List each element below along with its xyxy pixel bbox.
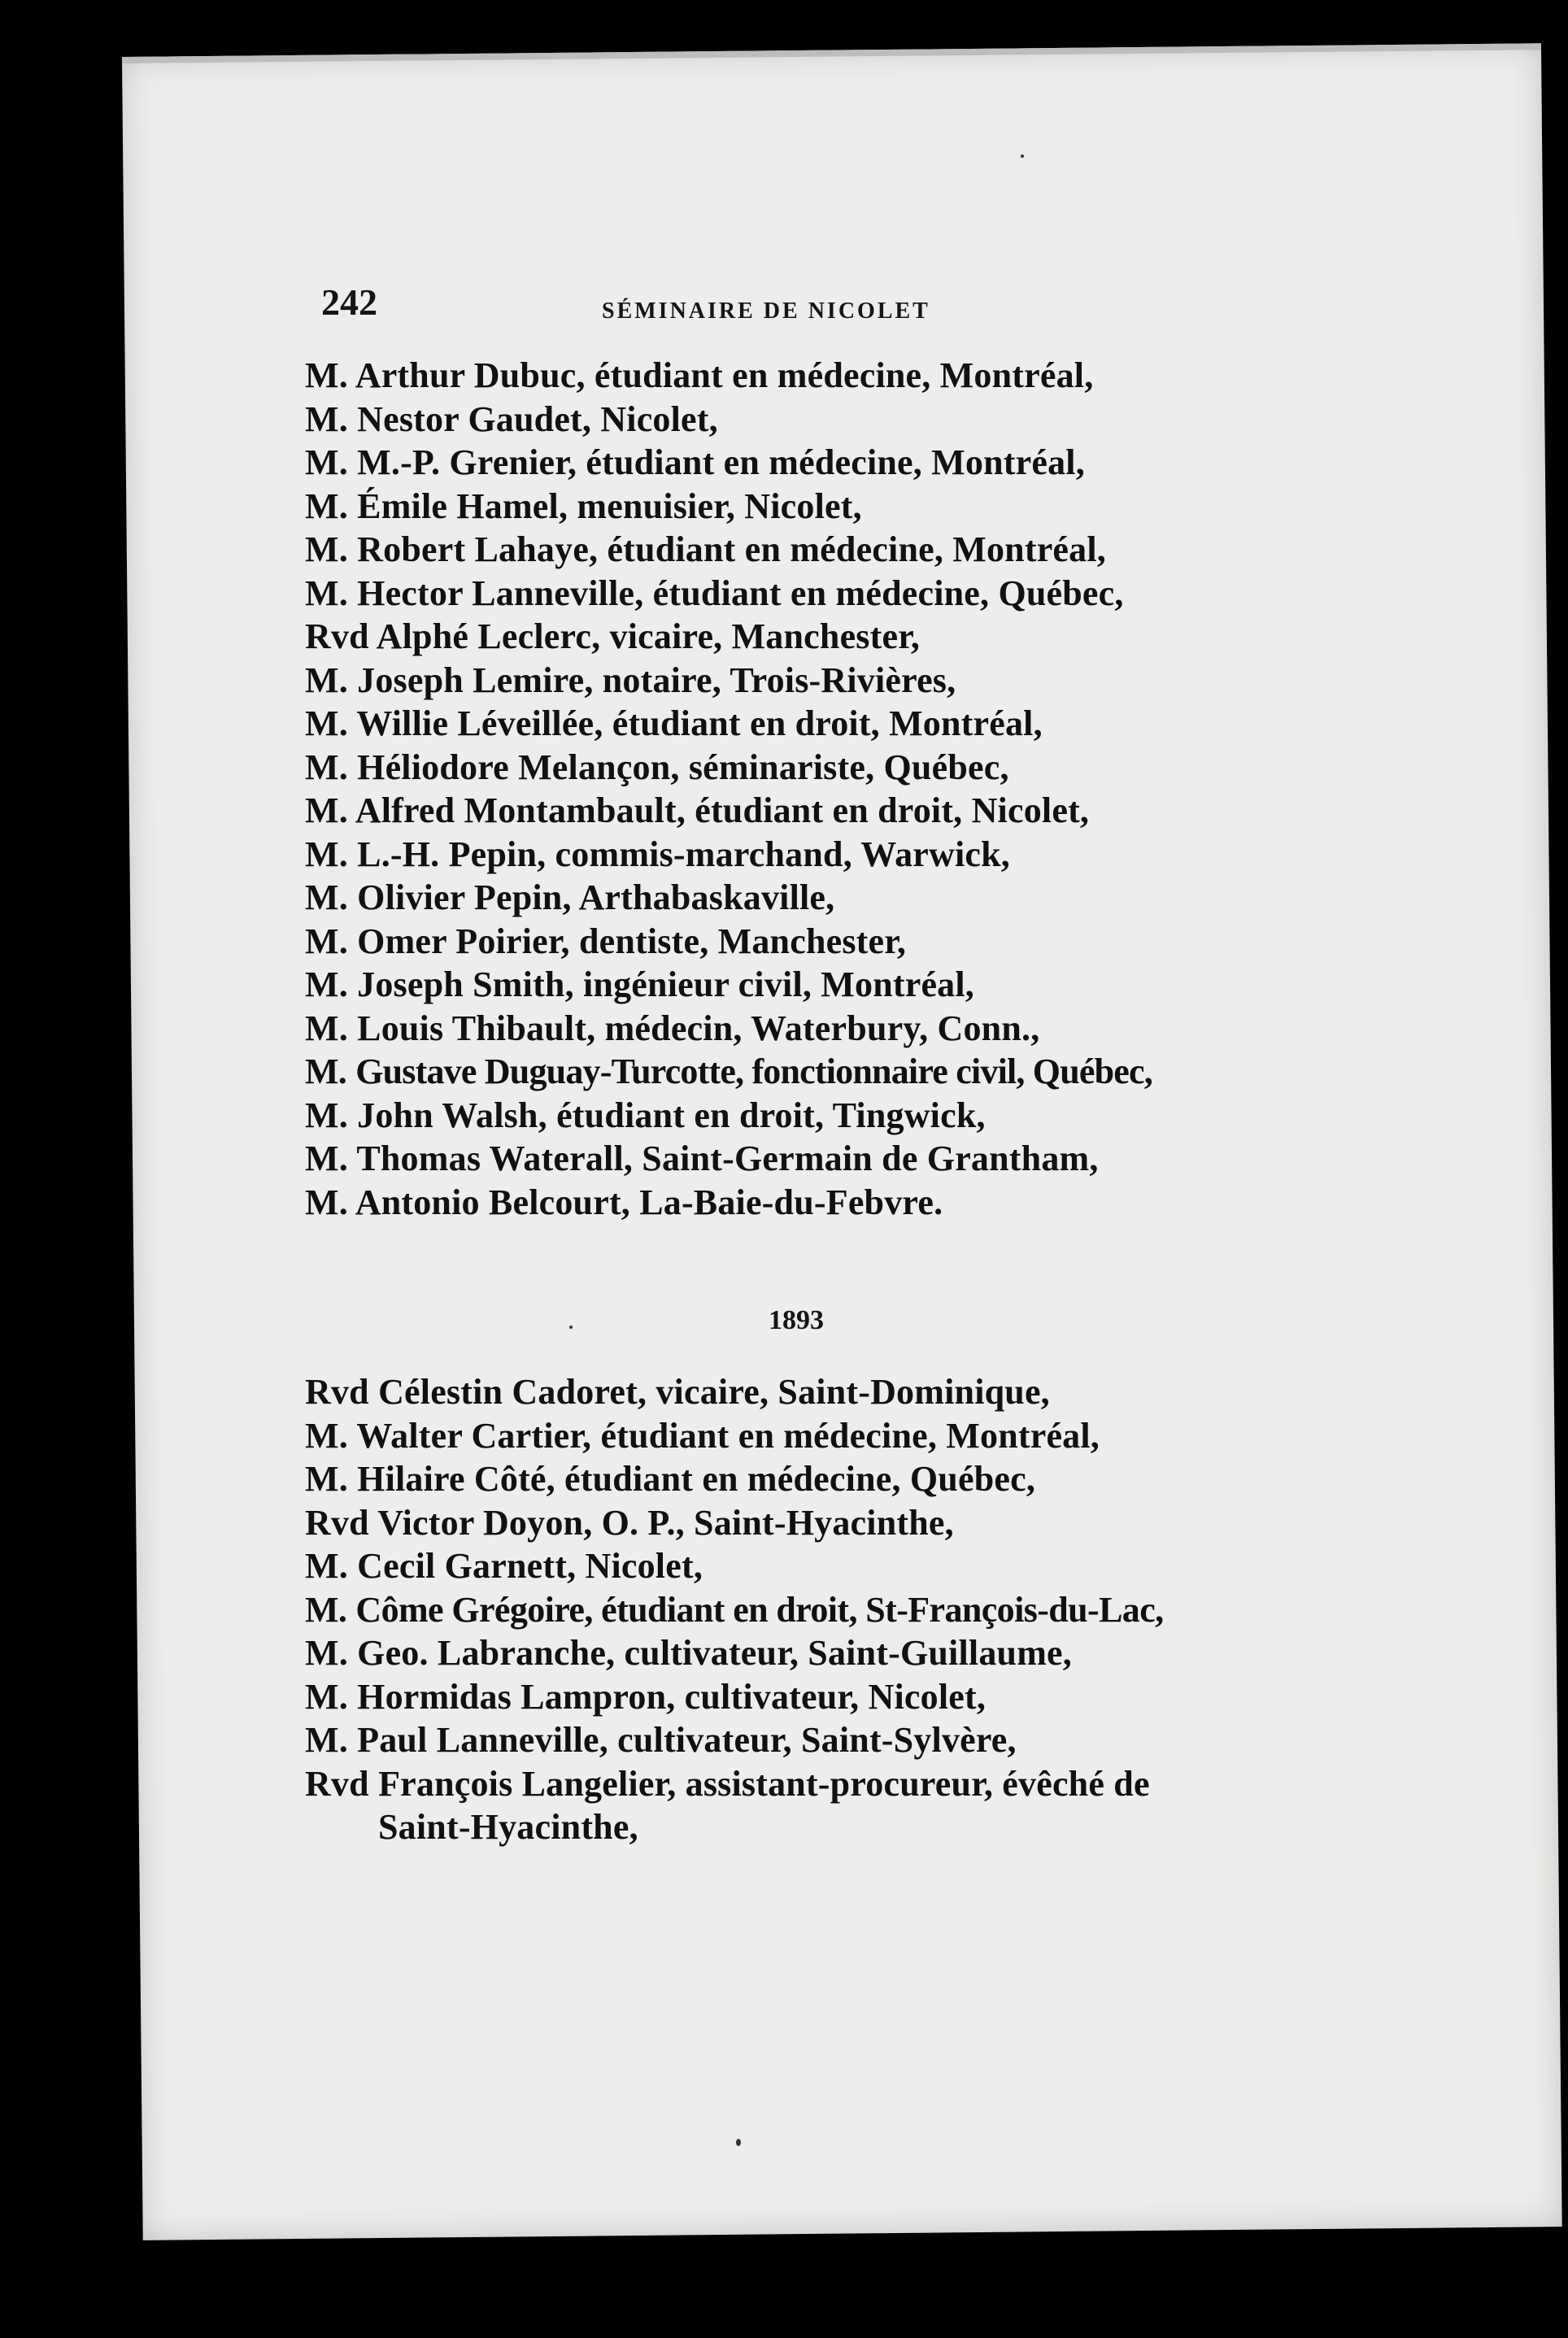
list-item <box>305 920 1322 964</box>
entry-list-1892 <box>305 354 1322 1224</box>
entry-text: Côme Grégoire, étudiant en droit, St-François-du-Lac, <box>355 1589 1164 1630</box>
entry-text: Joseph Smith, ingénieur civil, Montréal, <box>357 964 974 1004</box>
entry-text: Olivier Pepin, Arthabaskaville, <box>357 877 835 917</box>
entry-title: M. <box>305 1008 348 1048</box>
list-item <box>305 1762 1322 1849</box>
entry-text: Walter Cartier, étudiant en médecine, Montréal, <box>356 1415 1100 1456</box>
entry-text: Willie Léveillée, étudiant en droit, Montréal, <box>356 703 1043 743</box>
entry-text: Antonio Belcourt, La-Baie-du-Febvre. <box>355 1182 943 1222</box>
entry-text: Omer Poirier, dentiste, Manchester, <box>357 921 907 961</box>
entry-text: Gustave Duguay-Turcotte, fonctionnaire civil, Québec, <box>355 1051 1152 1091</box>
year-heading: 1893 <box>769 1305 824 1335</box>
list-item <box>305 1007 1322 1051</box>
list-item <box>305 1094 1322 1138</box>
entry-title: M. <box>305 964 348 1004</box>
entry-text: John Walsh, étudiant en droit, Tingwick, <box>357 1095 986 1135</box>
entry-title: M. <box>305 1633 348 1673</box>
list-item <box>305 441 1322 485</box>
entry-text: Alfred Montambault, étudiant en droit, Nicolet, <box>355 790 1090 830</box>
list-item <box>305 833 1322 877</box>
scan-speck <box>1021 155 1024 158</box>
list-item <box>305 659 1322 703</box>
entry-text: Louis Thibault, médecin, Waterbury, Conn., <box>357 1008 1040 1048</box>
entry-text: M.-P. Grenier, étudiant en médecine, Montréal, <box>357 442 1085 482</box>
entry-title: Rvd <box>305 616 369 656</box>
list-item <box>305 354 1322 398</box>
list-item <box>305 1414 1322 1458</box>
entry-text: Thomas Waterall, Saint-Germain de Grantham, <box>356 1139 1099 1178</box>
list-item <box>305 746 1322 790</box>
page-top-edge <box>122 43 1541 63</box>
entry-text: Alphé Leclerc, vicaire, Manchester, <box>376 616 921 656</box>
list-item <box>305 1181 1322 1225</box>
entry-title: M. <box>305 1459 348 1499</box>
entry-title: M. <box>305 398 348 439</box>
entry-title: M. <box>305 573 348 613</box>
list-item <box>305 1588 1322 1632</box>
scan-speck <box>736 2139 741 2146</box>
entry-text: François Langelier, assistant-procureur, évêché de <box>378 1763 1150 1804</box>
entry-text: Joseph Lemire, notaire, Trois-Rivières, <box>357 660 956 700</box>
entry-text: Paul Lanneville, cultivateur, Saint-Sylvère, <box>357 1720 1017 1760</box>
running-header <box>321 281 1200 329</box>
entry-title: M. <box>305 703 348 743</box>
entry-title: M. <box>305 1676 348 1717</box>
list-item <box>305 1631 1322 1675</box>
list-item <box>305 485 1322 529</box>
list-item <box>305 528 1322 572</box>
entry-title: M. <box>305 834 348 874</box>
list-item <box>305 1457 1322 1501</box>
entry-title: M. <box>305 790 348 830</box>
entry-title: M. <box>305 1139 348 1178</box>
entry-title: Rvd <box>305 1763 369 1804</box>
entry-title: M. <box>305 442 348 482</box>
entry-list-1893 <box>305 1370 1322 1849</box>
entry-title: M. <box>305 1095 348 1135</box>
list-item <box>305 1675 1322 1719</box>
entry-text: Héliodore Melançon, séminariste, Québec, <box>357 747 1009 787</box>
list-item <box>305 1370 1322 1414</box>
entry-text: Hector Lanneville, étudiant en médecine, Québec, <box>357 573 1124 613</box>
entry-text: Robert Lahaye, étudiant en médecine, Montréal, <box>357 529 1106 569</box>
entry-title: M. <box>305 921 348 961</box>
entry-title: M. <box>305 1589 347 1630</box>
entry-text: Arthur Dubuc, étudiant en médecine, Montréal, <box>355 355 1094 395</box>
scan-speck <box>569 1326 573 1329</box>
entry-title: Rvd <box>305 1372 369 1412</box>
entry-title: M. <box>305 1720 348 1760</box>
list-item <box>305 1137 1322 1181</box>
list-item <box>305 1050 1322 1094</box>
entry-title: M. <box>305 1051 346 1091</box>
entry-text: Célestin Cadoret, vicaire, Saint-Dominique, <box>378 1372 1050 1412</box>
list-item <box>305 615 1322 659</box>
list-item <box>305 1501 1322 1545</box>
entry-title: Rvd <box>305 1502 369 1543</box>
entry-text: Hormidas Lampron, cultivateur, Nicolet, <box>357 1676 987 1717</box>
entry-text: Nestor Gaudet, Nicolet, <box>357 398 718 439</box>
entry-title: M. <box>305 747 348 787</box>
running-title: SÉMINAIRE DE NICOLET <box>602 298 930 324</box>
entry-text: L.-H. Pepin, commis-marchand, Warwick, <box>357 834 1011 874</box>
entry-title: M. <box>305 1182 348 1222</box>
page-number: 242 <box>321 281 377 323</box>
entry-continuation: Saint-Hyacinthe, <box>378 1807 638 1847</box>
list-item <box>305 963 1322 1007</box>
entry-title: M. <box>305 529 348 569</box>
entry-title: M. <box>305 1415 348 1456</box>
list-item <box>305 1544 1322 1588</box>
entry-text: Geo. Labranche, cultivateur, Saint-Guillaume, <box>357 1633 1072 1673</box>
list-item <box>305 702 1322 746</box>
entry-text: Émile Hamel, menuisier, Nicolet, <box>357 485 862 526</box>
entry-title: M. <box>305 1546 348 1586</box>
list-item <box>305 876 1322 920</box>
entry-text: Victor Doyon, O. P., Saint-Hyacinthe, <box>377 1502 954 1543</box>
list-item <box>305 572 1322 616</box>
entry-title: M. <box>305 877 348 917</box>
entry-text: Hilaire Côté, étudiant en médecine, Québec, <box>357 1459 1036 1499</box>
entry-text: Cecil Garnett, Nicolet, <box>357 1546 703 1586</box>
list-item <box>305 1718 1322 1762</box>
list-item <box>305 789 1322 833</box>
entry-title: M. <box>305 485 348 526</box>
entry-title: M. <box>305 355 348 395</box>
list-item <box>305 398 1322 442</box>
entry-title: M. <box>305 660 348 700</box>
